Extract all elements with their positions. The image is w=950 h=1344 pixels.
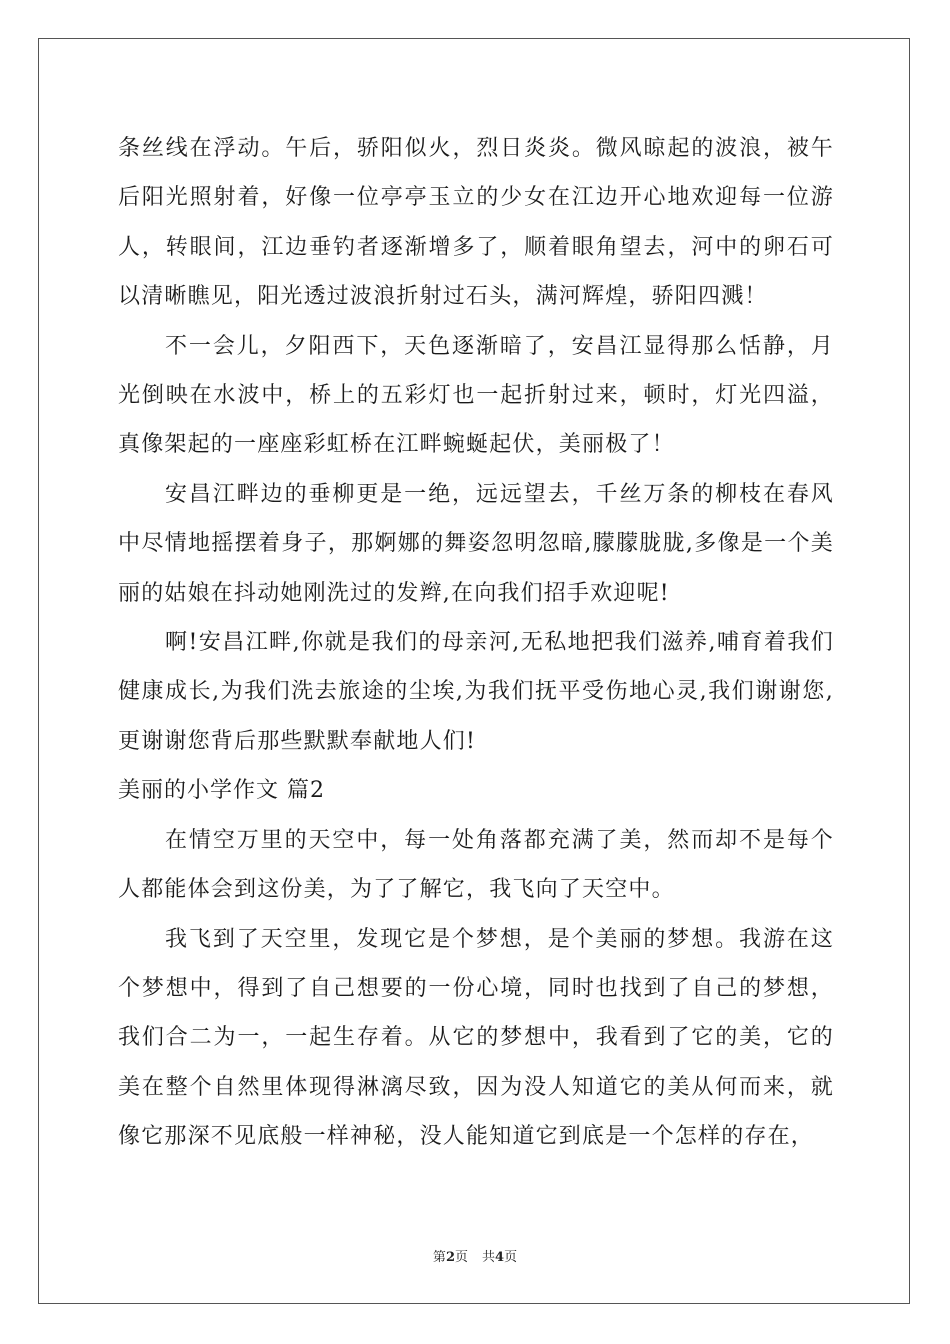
paragraph-2: 不一会儿，夕阳西下，天色逐渐暗了，安昌江显得那么恬静，月光倒映在水波中，桥上的五彩灯也一起折射过来，顿时，灯光四溢，真像架起的一座座彩虹桥在江畔蜿蜒起伏，美丽极了！ — [118, 333, 834, 458]
footer-total-prefix: 共 — [482, 1250, 496, 1265]
paragraph-5: 在情空万里的天空中，每一处角落都充满了美，然而却不是每个人都能体会到这份美，为了了解它，我飞向了天空中。 — [118, 827, 834, 903]
page-footer — [0, 1246, 950, 1265]
footer-total-suffix: 页 — [504, 1250, 518, 1265]
footer-page-number: 2 — [445, 1250, 455, 1265]
footer-page-suffix: 页 — [454, 1250, 468, 1265]
section-title: 美丽的小学作文 篇2 — [118, 778, 325, 804]
document-body — [118, 124, 834, 1162]
footer-page-prefix: 第 — [432, 1250, 446, 1265]
paragraph-1: 条丝线在浮动。午后，骄阳似火，烈日炎炎。微风晾起的波浪，被午后阳光照射着，好像一位亭亭玉立的少女在江边开心地欢迎每一位游人，转眼间，江边垂钓者逐渐增多了，顺着眼角望去，河中的卵石可以清晰瞧见，阳光透过波浪折射过石头，满河辉煌，骄阳四溅！ — [118, 136, 834, 310]
paragraph-3: 安昌江畔边的垂柳更是一绝，远远望去，千丝万条的柳枝在春风中尽情地摇摆着身子，那婀娜的舞姿忽明忽暗,朦朦胧胧,多像是一个美丽的姑娘在抖动她刚洗过的发辫,在向我们招手欢迎呢! — [118, 481, 834, 606]
paragraph-4: 啊!安昌江畔,你就是我们的母亲河,无私地把我们滋养,哺育着我们健康成长,为我们洗去旅途的尘埃,为我们抚平受伤地心灵,我们谢谢您,更谢谢您背后那些默默奉献地人们! — [118, 630, 834, 754]
footer-total-pages: 4 — [495, 1250, 505, 1265]
paragraph-6: 我飞到了天空里，发现它是个梦想，是个美丽的梦想。我游在这个梦想中，得到了自己想要的一份心境，同时也找到了自己的梦想，我们合二为一，一起生存着。从它的梦想中，我看到了它的美，它的美在整个自然里体现得淋漓尽致，因为没人知道它的美从何而来，就像它那深不见底般一样神秘，没人能知道它到底是一个怎样的存在， — [118, 926, 834, 1150]
